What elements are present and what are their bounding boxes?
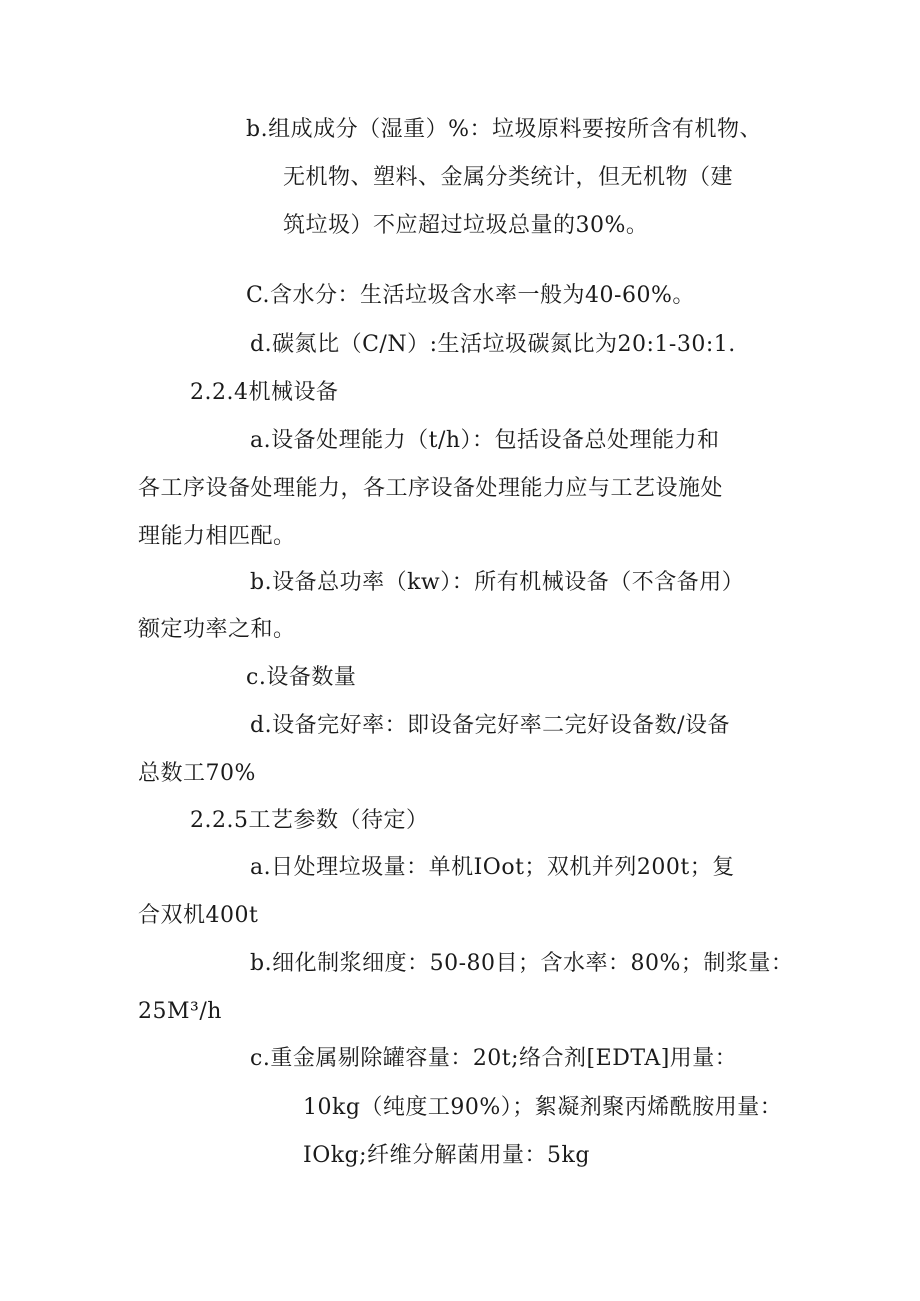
- text-line: 额定功率之和。: [138, 617, 296, 642]
- text-line: d.设备完好率：即设备完好率二完好设备数/设备: [250, 713, 730, 738]
- text-line: 25M³/h: [138, 999, 222, 1024]
- text-line: b.设备总功率（kw）：所有机械设备（不含备用）: [250, 570, 745, 595]
- text-line: 无机物、塑料、金属分类统计，但无机物（建: [283, 165, 734, 190]
- text-line: IOkg;纤维分解菌用量：5kg: [303, 1143, 590, 1168]
- text-line: 筑垃圾）不应超过垃圾总量的30%。: [283, 213, 649, 238]
- text-line: 理能力相匹配。: [138, 524, 296, 549]
- text-line: 总数工70%: [138, 761, 256, 786]
- text-line: b.组成成分（湿重）%：垃圾原料要按所含有机物、: [246, 117, 762, 142]
- text-line: 合双机400t: [138, 903, 259, 928]
- text-line: a.日处理垃圾量：单机IOot；双机并列200t；复: [250, 855, 735, 880]
- section-heading: 2.2.4机械设备: [190, 380, 339, 405]
- text-line: 10kg（纯度工90%）；絮凝剂聚丙烯酰胺用量：: [303, 1095, 783, 1120]
- section-heading: 2.2.5工艺参数（待定）: [190, 808, 429, 833]
- text-line: c.重金属剔除罐容量：20t;络合剂[EDTA]用量：: [250, 1046, 738, 1071]
- text-line: d.碳氮比（C/N）:生活垃圾碳氮比为20:1-30:1.: [250, 332, 736, 357]
- text-line: b.细化制浆细度：50-80目；含水率：80%；制浆量：: [250, 951, 794, 976]
- text-line: a.设备处理能力（t/h）：包括设备总处理能力和: [250, 428, 720, 453]
- text-line: 各工序设备处理能力，各工序设备处理能力应与工艺设施处: [138, 476, 724, 501]
- text-line: C.含水分：生活垃圾含水率一般为40-60%。: [246, 283, 695, 308]
- text-line: c.设备数量: [246, 665, 357, 690]
